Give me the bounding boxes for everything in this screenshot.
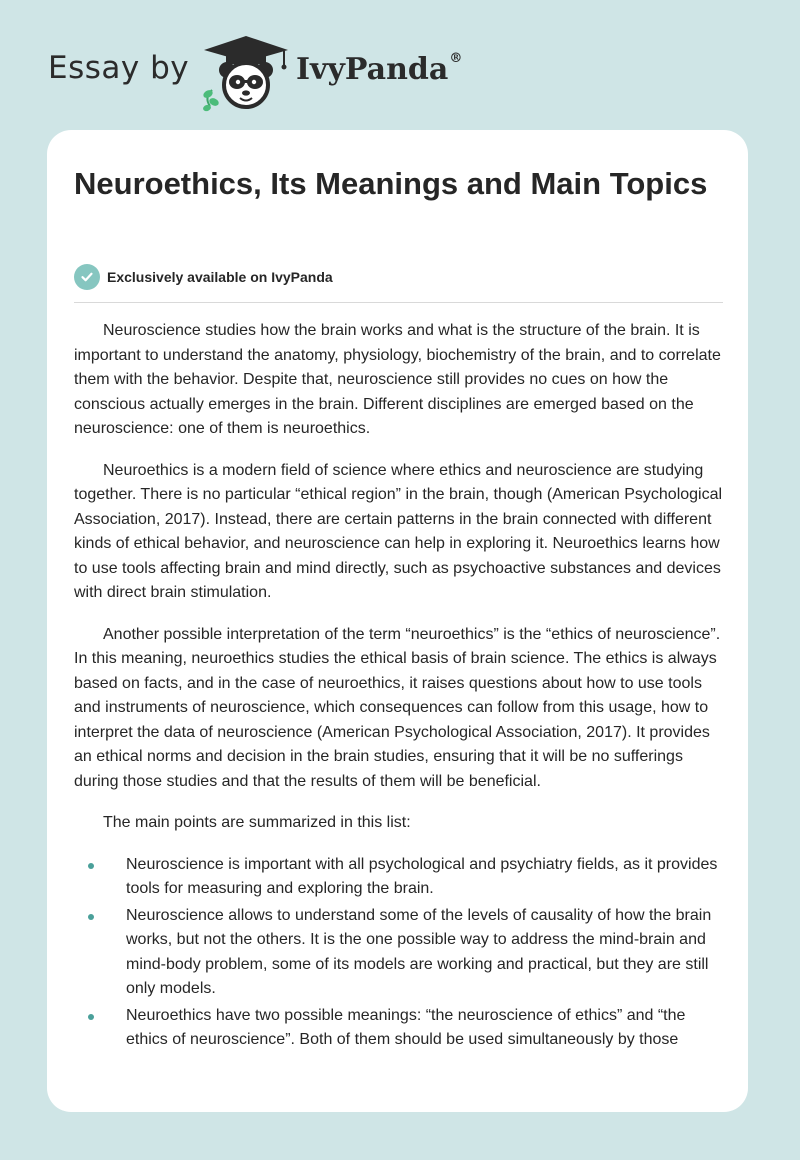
list-item (74, 904, 724, 1002)
list-item-text: Neuroscience is important with all psychological and psychiatry fields, as it provides tools for measuring and exploring the brain. (126, 855, 718, 897)
exclusive-badge (74, 264, 333, 290)
paragraph: Neuroethics is a modern field of science where ethics and neuroscience are studying together. There is no particular “ethical region” in the brain, though (American Psychological Association, 2017). Instead, there are certain patterns in the brain connected with different kinds of ethical behavior, and neuroscience can help in exploring it. Neuroethics learns how to use tools affecting brain and mind directly, such as psychoactive substances and devices with direct brain stimulation. (74, 461, 723, 601)
bullet-icon (88, 1014, 94, 1020)
bullet-icon (88, 914, 94, 920)
exclusive-badge-label: Exclusively available on IvyPanda (107, 269, 333, 285)
brand-text: IvyPanda (296, 52, 449, 87)
list-item (74, 853, 724, 902)
site-header (48, 32, 748, 112)
bullet-icon (88, 863, 94, 869)
essay-by-label: Essay by (48, 50, 190, 86)
paragraph: Another possible interpretation of the term “neuroethics” is the “ethics of neuroscience”. In this meaning, neuroethics studies the ethical basis of brain science. The ethics is always based on facts, and in the case of neuroethics, it raises questions about how to use tools and instruments of neuroscience, which consequences can follow from this usage, how to interpret the data of neuroscience (American Psychological Association, 2017). It provides an ethical norms and decision in the brain studies, ensuring that it will be no sufferings during those studies and that the results of them will be beneficial. (74, 625, 721, 790)
brand-name[interactable] (296, 52, 462, 87)
summary-list (74, 853, 724, 1053)
essay-title: Neuroethics, Its Meanings and Main Topics (74, 166, 708, 201)
panda-logo-icon (200, 32, 292, 112)
paragraph: Neuroscience studies how the brain works and what is the structure of the brain. It is important to understand the anatomy, physiology, biochemistry of the brain, and to correlate them with the behavior. Despite that, neuroscience still provides no cues on how the conscious actually emerges in the brain. Different disciplines are emerged based on the neuroscience: one of them is neuroethics. (74, 322, 721, 437)
registered-mark: ® (449, 51, 463, 66)
list-item-text: Neuroethics have two possible meanings: “the neuroscience of ethics” and “the ethics of neuroscience”. Both of them should be used simultaneously by those (126, 1006, 686, 1048)
list-item (74, 1004, 724, 1053)
check-icon (74, 264, 100, 290)
essay-card (47, 130, 748, 1112)
list-item-text: Neuroscience allows to understand some of the levels of causality of how the brain works, but not the others. It is the one possible way to address the mind-brain and mind-body problem, some of its models are working and practical, but they are still only models. (126, 906, 712, 997)
list-intro: The main points are summarized in this list: (103, 814, 411, 831)
essay-body (74, 319, 724, 1055)
title-divider (74, 302, 723, 303)
